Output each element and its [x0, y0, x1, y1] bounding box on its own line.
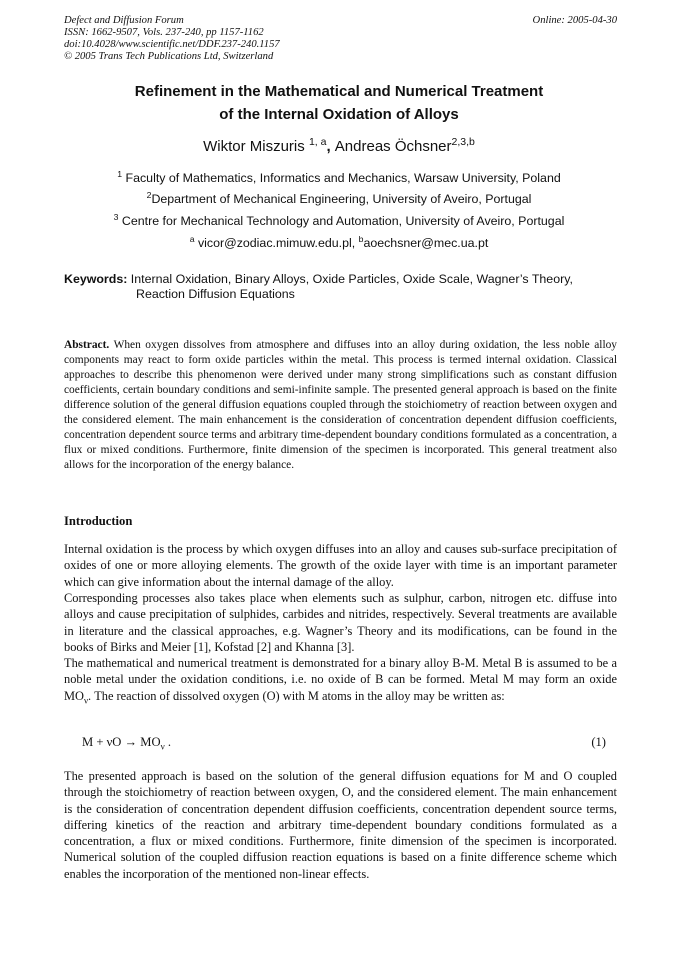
affiliation-2 [0, 189, 678, 206]
affiliation-text: Centre for Mechanical Technology and Automation, University of Aveiro, Portugal [118, 214, 565, 228]
keywords-line-2: Reaction Diffusion Equations [136, 287, 295, 301]
author-separator: , [326, 138, 335, 155]
intro-paragraph-3-text-b: . The reaction of dissolved oxygen (O) with M atoms in the alloy may be written as: [88, 688, 505, 703]
keywords-label: Keywords: [64, 272, 128, 286]
equation-1 [82, 735, 606, 750]
equation-end: . [164, 735, 171, 749]
abstract-paragraph [64, 338, 617, 473]
author-2: Andreas Öchsner [334, 138, 452, 155]
intro-paragraph-4: The presented approach is based on the solution of the general diffusion equations for M and O coupled through the stoichiometry of reaction between oxygen, O, and the considered element. The main enhancement is the consideration of concentration dependent diffusion coefficients, concentration dependent source terms, differing kinetics of the reaction and arbitrary time-dependent boundary conditions formulated as a concentration, a flux or mixed conditions. Furthermore, finite dimension of the specimen is incorporated. Numerical solution of the coupled diffusion reaction equations is based on a finite difference scheme which enables the incorporation of the mentioned non-linear effects. [64, 769, 617, 881]
title-line-2: of the Internal Oxidation of Alloys [219, 106, 459, 123]
author-emails [0, 233, 678, 250]
affiliation-text: Faculty of Mathematics, Informatics and Mechanics, Warsaw University, Poland [122, 171, 561, 185]
affiliation-text: Department of Mechanical Engineering, University of Aveiro, Portugal [151, 192, 532, 206]
title-line-1: Refinement in the Mathematical and Numerical Treatment [134, 83, 544, 100]
abstract-text: When oxygen dissolves from atmosphere and diffuses into an alloy during oxidation, the less noble alloy components may react to form oxide particles within the metal. This process is termed internal oxidation. Classical approaches to describe this phenomenon were derived under many strong simplifications such as constant diffusion coefficients, certain boundary conditions and semi-infinite sample. The presented general approach is based on the finite difference solution of the general diffusion equations coupled through the stoichiometry of reaction between oxygen and the considered element. The main enhancement is the consideration of concentration dependent diffusion coefficients, concentration dependent source terms and arbitrary time-dependent boundary conditions formulated as a concentration, a flux or mixed conditions. Furthermore, finite dimension of the specimen is incorporated. This general treatment also allows for the incorporation of the energy balance. [64, 339, 617, 471]
author-1-affiliation-mark: 1, a [308, 136, 327, 148]
affiliation-mark: 3 [113, 211, 119, 222]
intro-paragraph-3 [64, 655, 617, 704]
issn-line: ISSN: 1662-9507, Vols. 237-240, pp 1157-1162 [64, 27, 264, 38]
copyright-line: © 2005 Trans Tech Publications Ltd, Switzerland [64, 51, 274, 62]
affiliation-3 [0, 211, 678, 228]
email-mark-b: b [358, 233, 364, 244]
email-mark-a: a [189, 233, 195, 244]
paper-title [0, 80, 678, 126]
intro-paragraph-1: Internal oxidation is the process by which oxygen diffuses into an alloy and causes sub-surface precipitation of oxides of one or more alloying elements. The growth of the oxide layer with time is an important parameter which can give information about the internal damage of the alloy. [64, 542, 617, 589]
equation-number: (1) [591, 735, 606, 749]
author-1: Wiktor Miszuris [203, 138, 305, 155]
equation-expression: M + νO → MO [82, 735, 161, 749]
journal-name: Defect and Diffusion Forum [64, 15, 184, 26]
email-b[interactable]: aoechsner@mec.ua.pt [363, 236, 489, 250]
author-list [0, 138, 678, 155]
nu-subscript: ν [83, 695, 88, 706]
online-date: Online: 2005-04-30 [532, 15, 617, 26]
email-a[interactable]: vicor@zodiac.mimuw.edu.pl, [194, 236, 359, 250]
keywords-text-1: Internal Oxidation, Binary Alloys, Oxide Particles, Oxide Scale, Wagner’s Theory, [127, 272, 573, 286]
keywords-line-1 [64, 272, 617, 287]
intro-paragraph-2: Corresponding processes also takes place when elements such as sulphur, carbon, nitrogen etc. diffuse into alloys and cause precipitation of sulphides, carbides and nitrides, respectively. Several treatments are available in literature and the classical approaches, e.g. Wagner’s Theory and its modifications, can be found in the books of Birks and Meier [1], Kofstad [2] and Khanna [3]. [64, 591, 617, 654]
equation-subscript: ν [160, 741, 165, 752]
affiliation-1 [0, 168, 678, 185]
abstract-label: Abstract. [64, 339, 110, 351]
author-2-affiliation-mark: 2,3,b [451, 136, 475, 148]
section-heading-introduction: Introduction [64, 514, 133, 528]
affiliation-mark: 1 [117, 168, 123, 179]
intro-paragraph-3-text-a: The mathematical and numerical treatment is demonstrated for a binary alloy B-M. Metal B is assumed to be a noble metal under the oxidation conditions, i.e. no oxide of B can be formed. Metal M may form an oxide MO [64, 656, 617, 703]
journal-header [64, 15, 617, 63]
affiliation-mark: 2 [146, 189, 152, 200]
keywords [64, 272, 617, 302]
doi-line[interactable]: doi:10.4028/www.scientific.net/DDF.237-240.1157 [64, 39, 280, 50]
